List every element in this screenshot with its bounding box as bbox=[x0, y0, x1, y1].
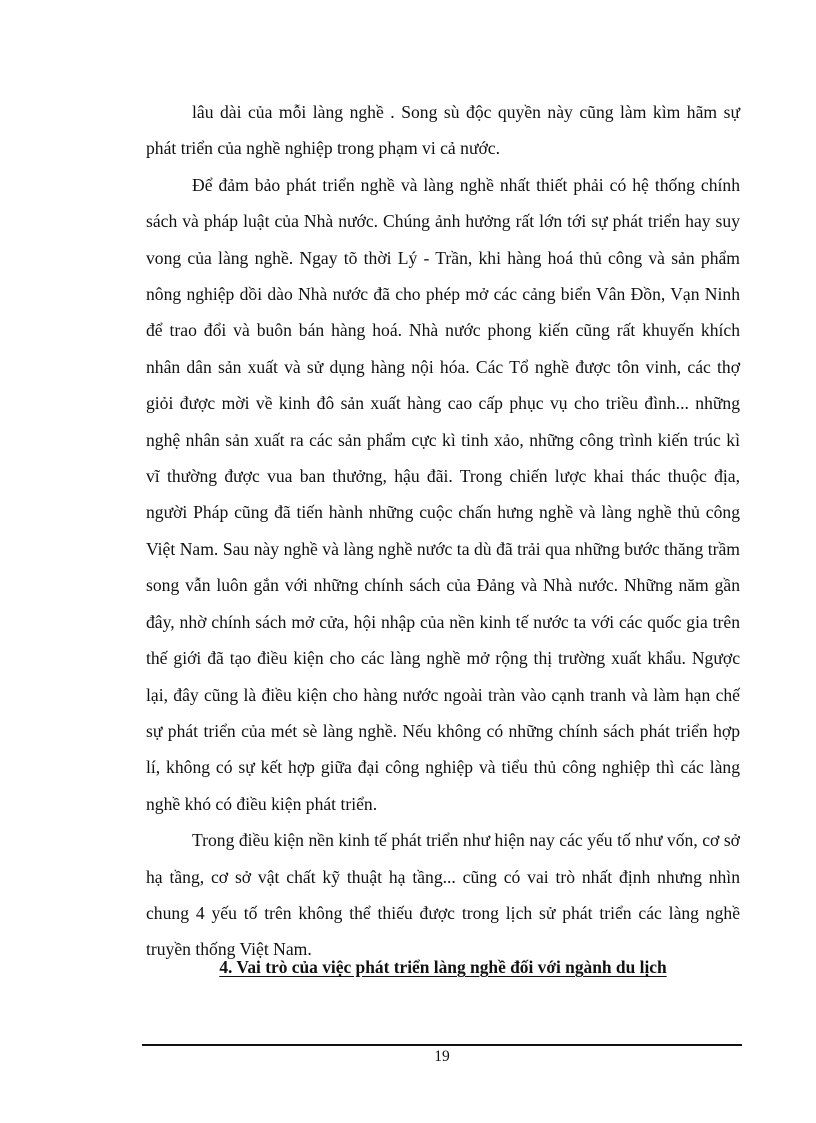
section-heading-text: 4. Vai trò của việc phát triển làng nghề đối với ngành du lịch bbox=[219, 957, 667, 977]
paragraph-2: Để đảm bảo phát triển nghề và làng nghề nhất thiết phải có hệ thống chính sách và pháp luật của Nhà nước. Chúng ảnh hưởng rất lớn tới sự phát triển hay suy vong của làng nghề. Ngay tõ thời Lý - Trần, khi hàng hoá thủ công và sản phẩm nông nghiệp dồi dào Nhà nước đã cho phép mở các cảng biển Vân Đồn, Vạn Ninh để trao đổi và buôn bán hàng hoá. Nhà nước phong kiến cũng rất khuyến khích nhân dân sản xuất và sử dụng hàng nội hóa. Các Tổ nghề được tôn vinh, các thợ giỏi được mời về kinh đô sản xuất hàng cao cấp phục vụ cho triều đình... những nghệ nhân sản xuất ra các sản phẩm cực kì tinh xảo, những công trình kiến trúc kì vĩ thường được vua ban thưởng, hậu đãi. Trong chiến lược khai thác thuộc địa, người Pháp cũng đã tiến hành những cuộc chấn hưng nghề và làng nghề thủ công Việt Nam. Sau này nghề và làng nghề nước ta dù đã trải qua những bước thăng trầm song vẫn luôn gắn với những chính sách của Đảng và Nhà nước. Những năm gần đây, nhờ chính sách mở cửa, hội nhập của nền kinh tế nước ta với các quốc gia trên thế giới đã tạo điều kiện cho các làng nghề mở rộng thị trường xuất khẩu. Ngược lại, đây cũng là điều kiện cho hàng nước ngoài tràn vào cạnh tranh và làm hạn chế sự phát triển của mét sè làng nghề. Nếu không có những chính sách phát triển hợp lí, không có sự kết hợp giữa đại công nghiệp và tiểu thủ công nghiệp thì các làng nghề khó có điều kiện phát triển. bbox=[146, 174, 740, 814]
paragraph-3: Trong điều kiện nền kinh tế phát triển như hiện nay các yếu tố như vốn, cơ sở hạ tầng, cơ sở vật chất kỹ thuật hạ tầng... cũng có vai trò nhất định nhưng nhìn chung 4 yếu tố trên không thể thiếu được trong lịch sử phát triển các làng nghề truyền thống Việt Nam. bbox=[146, 830, 740, 960]
page-number: 19 bbox=[434, 1048, 450, 1065]
section-heading bbox=[146, 952, 740, 982]
paragraph-1: lâu dài của mỗi làng nghề . Song sù độc quyền này cũng làm kìm hãm sự phát triển của nghề nghiệp trong phạm vi cả nước. bbox=[146, 102, 740, 159]
footer-divider bbox=[142, 1044, 742, 1046]
body-text bbox=[146, 94, 740, 968]
